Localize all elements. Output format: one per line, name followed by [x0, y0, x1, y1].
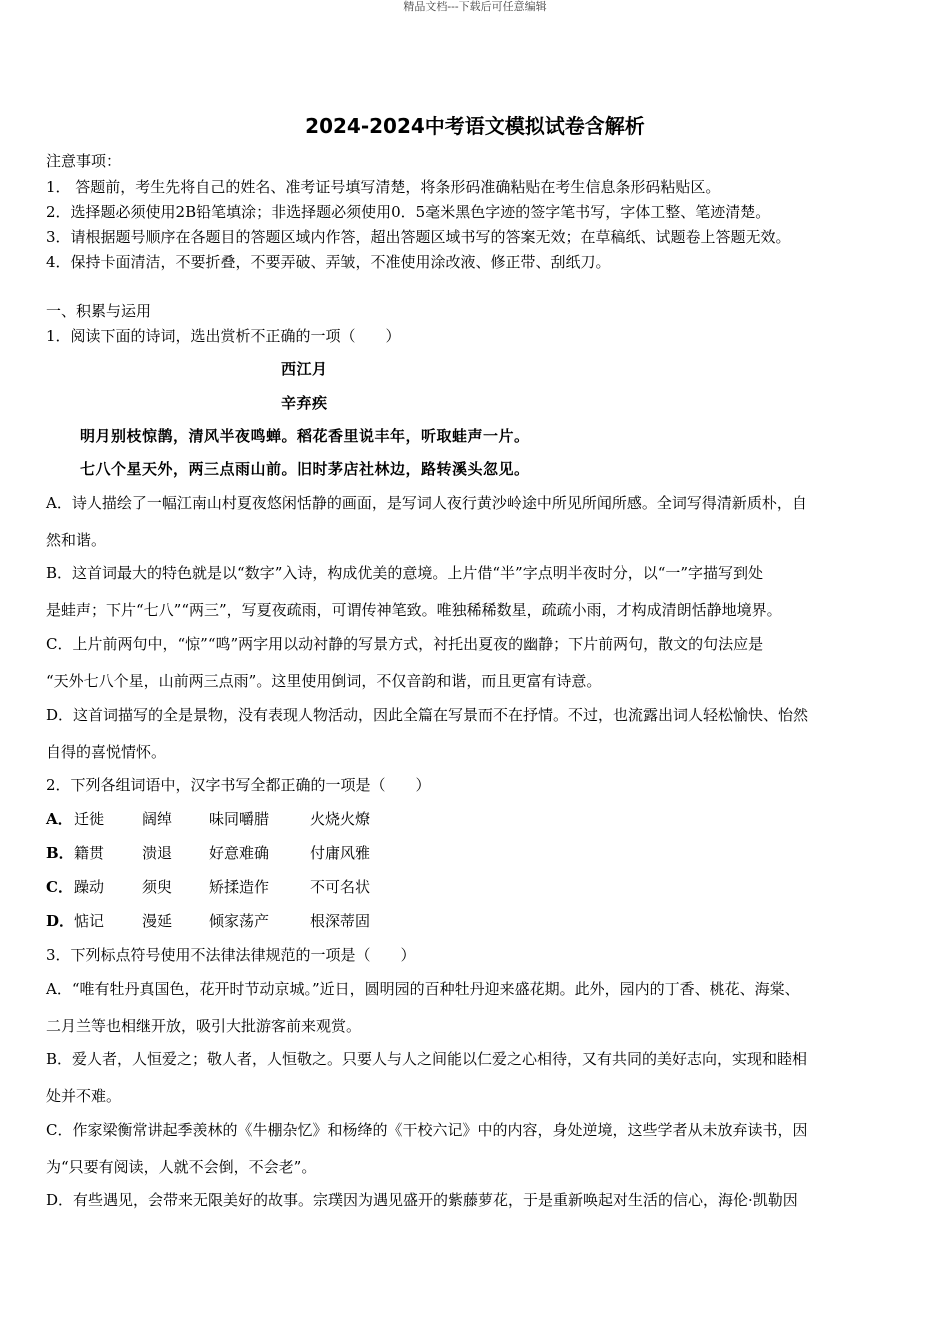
notice-heading: 注意事项： [46, 152, 122, 170]
option-word: 惦记 [74, 912, 105, 930]
poem-author: 辛弃疾 [281, 394, 328, 412]
q1-option-c-line-2: “天外七八个星，山前两三点雨”。这里使用倒词，不仅音韵和谐，而且更富有诗意。 [46, 672, 602, 690]
q3-option-c-line-1: C．作家梁衡常讲起季羡林的《牛棚杂忆》和杨绛的《干校六记》中的内容，身处逆境，这些学者从未放弃读书，因 [46, 1121, 808, 1139]
option-word: 漫延 [142, 912, 173, 930]
q1-option-c-line-1: C．上片前两句中，“惊”“鸣”两字用以动衬静的写景方式，衬托出夏夜的幽静；下片前两句，散文的句法应是 [46, 635, 764, 653]
notice-item-1: 1． 答题前，考生先将自己的姓名、准考证号填写清楚，将条形码准确粘贴在考生信息条形码粘贴区。 [46, 178, 721, 196]
q3-option-b-line-1: B．爱人者，人恒爱之；敬人者，人恒敬之。只要人与人之间能以仁爱之心相待，又有共同的美好志向，实现和睦相 [46, 1050, 808, 1068]
notice-item-4: 4．保持卡面清洁，不要折叠，不要弄破、弄皱，不准使用涂改液、修正带、刮纸刀。 [46, 253, 611, 271]
poem-line-1: 明月别枝惊鹊，清风半夜鸣蝉。稻花香里说丰年，听取蛙声一片。 [80, 427, 530, 445]
q3-option-b-line-2: 处并不难。 [46, 1087, 122, 1105]
page-title: 2024-2024中考语文模拟试卷含解析 [305, 114, 645, 138]
option-word: 不可名状 [310, 878, 371, 896]
q3-option-a-line-1: A．“唯有牡丹真国色，花开时节动京城。”近日，圆明园的百种牡丹迎来盛花期。此外，园内的丁香、桃花、海棠、 [46, 980, 800, 998]
notice-item-3: 3．请根据题号顺序在各题目的答题区域内作答，超出答题区域书写的答案无效；在草稿纸、试题卷上答题无效。 [46, 228, 791, 246]
q2-stem: 2．下列各组词语中，汉字书写全都正确的一项是（ ） [46, 776, 431, 794]
q2-option-d [46, 911, 370, 931]
q1-stem: 1．阅读下面的诗词，选出赏析不正确的一项（ ） [46, 327, 401, 345]
q1-option-d-line-1: D．这首词描写的全是景物，没有表现人物活动，因此全篇在写景而不在抒情。不过，也流露出词人轻松愉快、怡然 [46, 706, 809, 724]
option-word: 根深蒂固 [310, 912, 371, 930]
option-word: 籍贯 [74, 844, 105, 862]
option-word: 须臾 [142, 878, 173, 896]
option-label: C． [46, 878, 73, 896]
option-label: B． [46, 844, 74, 862]
q3-option-a-line-2: 二月兰等也相继开放，吸引大批游客前来观赏。 [46, 1017, 362, 1035]
q1-option-a-line-2: 然和谐。 [46, 531, 107, 549]
option-word: 付庸风雅 [310, 844, 371, 862]
option-word: 味同嚼腊 [209, 810, 270, 828]
option-word: 矫揉造作 [209, 878, 270, 896]
q2-option-a [46, 809, 370, 829]
option-word: 阔绰 [142, 810, 173, 828]
poem-line-2: 七八个星天外，两三点雨山前。旧时茅店社林边，路转溪头忽见。 [80, 460, 530, 478]
option-label: A． [46, 810, 73, 828]
q1-option-b-line-1: B．这首词最大的特色就是以“数字”入诗，构成优美的意境。上片借“半”字点明半夜时分，以“一”字描写到处 [46, 564, 764, 582]
option-word: 倾家荡产 [209, 912, 270, 930]
q3-option-d-line-1: D．有些遇见，会带来无限美好的故事。宗璞因为遇见盛开的紫藤萝花，于是重新唤起对生活的信心，海伦·凯勒因 [46, 1191, 798, 1209]
option-word: 溃退 [142, 844, 173, 862]
option-label: D． [46, 912, 75, 930]
q1-option-b-line-2: 是蛙声；下片“七八”“两三”，写夏夜疏雨，可谓传神笔致。唯独稀稀数星，疏疏小雨，才构成清朗恬静地境界。 [46, 601, 782, 619]
option-word: 躁动 [74, 878, 105, 896]
option-word: 好意难确 [209, 844, 270, 862]
notice-item-2: 2．选择题必须使用2B铅笔填涂；非选择题必须使用0．5毫米黑色字迹的签字笔书写，字体工整、笔迹清楚。 [46, 203, 771, 221]
q2-option-b [46, 843, 370, 863]
q3-option-c-line-2: 为“只要有阅读，人就不会倒，不会老”。 [46, 1158, 317, 1176]
q1-option-a-line-1: A．诗人描绘了一幅江南山村夏夜悠闲恬静的画面，是写词人夜行黄沙岭途中所见所闻所感。全词写得清新质朴，自 [46, 494, 807, 512]
option-word: 火烧火燎 [310, 810, 371, 828]
poem-title: 西江月 [281, 360, 328, 378]
q3-stem: 3．下列标点符号使用不法律法律规范的一项是（ ） [46, 946, 416, 964]
page-header: 精品文档---下载后可任意编辑 [403, 0, 547, 13]
option-word: 迁徙 [74, 810, 105, 828]
q2-option-c [46, 877, 370, 897]
q1-option-d-line-2: 自得的喜悦情怀。 [46, 743, 167, 761]
section-heading: 一、积累与运用 [46, 302, 152, 320]
